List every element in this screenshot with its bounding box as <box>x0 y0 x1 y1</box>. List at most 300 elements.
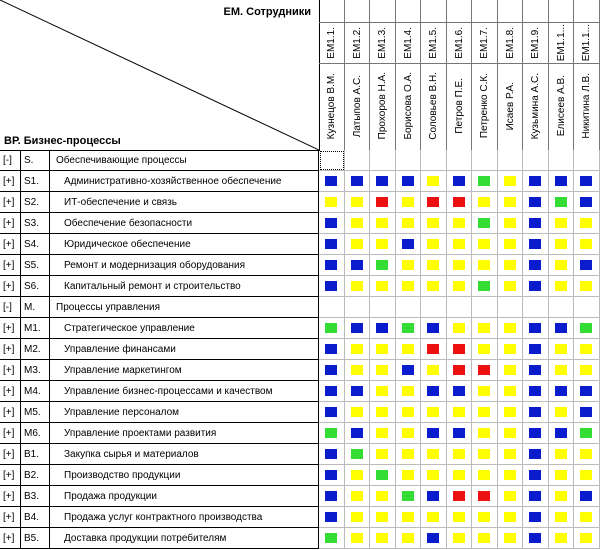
role-marker <box>504 176 516 186</box>
role-marker <box>427 365 439 375</box>
expand-toggle[interactable]: [+] <box>0 381 21 402</box>
process-row[interactable] <box>0 360 600 381</box>
employee-column-header[interactable] <box>319 0 345 150</box>
matrix-cell[interactable] <box>472 465 498 486</box>
matrix-cell[interactable] <box>421 255 447 276</box>
matrix-cell[interactable] <box>396 297 421 318</box>
matrix-cell[interactable] <box>345 255 370 276</box>
role-marker <box>453 344 465 354</box>
employee-column-header[interactable] <box>574 0 600 150</box>
expand-toggle[interactable]: [+] <box>0 444 21 465</box>
matrix-cell[interactable] <box>345 339 370 360</box>
matrix-cell[interactable] <box>472 213 498 234</box>
matrix-cell[interactable] <box>498 402 523 423</box>
matrix-cell[interactable] <box>574 192 600 213</box>
matrix-cell[interactable] <box>574 213 600 234</box>
matrix-cell[interactable] <box>319 507 345 528</box>
employee-column-header[interactable] <box>396 0 421 150</box>
expand-toggle[interactable]: [-] <box>0 150 21 171</box>
matrix-cell[interactable] <box>574 234 600 255</box>
matrix-cell[interactable] <box>319 423 345 444</box>
role-marker <box>325 533 337 543</box>
expand-toggle[interactable]: [+] <box>0 234 21 255</box>
matrix-cell[interactable] <box>523 465 549 486</box>
matrix-cell[interactable] <box>549 360 574 381</box>
matrix-cell[interactable] <box>421 465 447 486</box>
matrix-cell[interactable] <box>370 318 396 339</box>
expand-toggle[interactable]: [+] <box>0 276 21 297</box>
matrix-cell[interactable] <box>396 402 421 423</box>
matrix-cell[interactable] <box>472 507 498 528</box>
matrix-cell[interactable] <box>574 444 600 465</box>
matrix-cell[interactable] <box>396 381 421 402</box>
matrix-cell[interactable] <box>319 255 345 276</box>
matrix-cell[interactable] <box>472 360 498 381</box>
matrix-cell[interactable] <box>370 150 396 171</box>
matrix-cell[interactable] <box>319 192 345 213</box>
matrix-cell[interactable] <box>319 528 345 549</box>
matrix-cell[interactable] <box>421 213 447 234</box>
expand-toggle[interactable]: [+] <box>0 360 21 381</box>
matrix-cell[interactable] <box>549 255 574 276</box>
process-row[interactable] <box>0 528 600 549</box>
role-marker <box>529 449 541 459</box>
matrix-cell[interactable] <box>447 255 472 276</box>
matrix-cell[interactable] <box>574 507 600 528</box>
matrix-cell[interactable] <box>574 276 600 297</box>
matrix-cell[interactable] <box>447 465 472 486</box>
process-row[interactable] <box>0 486 600 507</box>
expand-toggle[interactable]: [+] <box>0 192 21 213</box>
expand-toggle[interactable]: [+] <box>0 339 21 360</box>
matrix-cell[interactable] <box>345 381 370 402</box>
matrix-cell[interactable] <box>498 381 523 402</box>
matrix-cell[interactable] <box>523 234 549 255</box>
matrix-cell[interactable] <box>574 150 600 171</box>
process-row[interactable] <box>0 171 600 192</box>
matrix-cell[interactable] <box>447 276 472 297</box>
matrix-cell[interactable] <box>319 402 345 423</box>
process-group-row[interactable] <box>0 297 600 318</box>
matrix-cell[interactable] <box>447 318 472 339</box>
matrix-cell[interactable] <box>523 339 549 360</box>
matrix-cell[interactable] <box>345 297 370 318</box>
matrix-cell[interactable] <box>370 171 396 192</box>
matrix-cell[interactable] <box>396 423 421 444</box>
matrix-cell[interactable] <box>523 255 549 276</box>
matrix-cell[interactable] <box>421 507 447 528</box>
matrix-cell[interactable] <box>345 360 370 381</box>
matrix-cell[interactable] <box>370 486 396 507</box>
matrix-cell[interactable] <box>574 360 600 381</box>
role-marker <box>478 491 490 501</box>
matrix-cell[interactable] <box>345 318 370 339</box>
process-row[interactable] <box>0 339 600 360</box>
matrix-cell[interactable] <box>498 150 523 171</box>
matrix-cell[interactable] <box>421 339 447 360</box>
matrix-cell[interactable] <box>396 171 421 192</box>
matrix-cell[interactable] <box>421 234 447 255</box>
matrix-cell[interactable] <box>549 402 574 423</box>
matrix-cell[interactable] <box>549 276 574 297</box>
role-marker <box>376 197 388 207</box>
matrix-cell[interactable] <box>549 486 574 507</box>
matrix-cell[interactable] <box>498 444 523 465</box>
matrix-cell[interactable] <box>447 381 472 402</box>
matrix-cell[interactable] <box>370 276 396 297</box>
matrix-cell[interactable] <box>370 192 396 213</box>
process-row[interactable] <box>0 507 600 528</box>
role-marker <box>351 449 363 459</box>
matrix-cell[interactable] <box>345 276 370 297</box>
matrix-cell[interactable] <box>498 171 523 192</box>
matrix-cell[interactable] <box>472 171 498 192</box>
matrix-cell[interactable] <box>472 402 498 423</box>
matrix-cell[interactable] <box>472 423 498 444</box>
expand-toggle[interactable]: [+] <box>0 423 21 444</box>
expand-toggle[interactable]: [+] <box>0 213 21 234</box>
matrix-cell[interactable] <box>574 318 600 339</box>
matrix-cell[interactable] <box>319 213 345 234</box>
matrix-cell[interactable] <box>523 402 549 423</box>
matrix-cell[interactable] <box>498 213 523 234</box>
matrix-cell[interactable] <box>396 234 421 255</box>
matrix-cell[interactable] <box>421 528 447 549</box>
assignment-cells <box>319 444 600 465</box>
matrix-cell[interactable] <box>523 423 549 444</box>
process-row[interactable] <box>0 423 600 444</box>
matrix-cell[interactable] <box>345 423 370 444</box>
role-marker <box>453 260 465 270</box>
expand-toggle[interactable]: [+] <box>0 465 21 486</box>
matrix-cell[interactable] <box>319 465 345 486</box>
role-marker <box>402 344 414 354</box>
process-group-row[interactable] <box>0 150 600 171</box>
process-name: Обеспечение безопасности <box>50 213 319 234</box>
process-row[interactable] <box>0 465 600 486</box>
role-marker <box>504 344 516 354</box>
matrix-cell[interactable] <box>421 318 447 339</box>
process-name: Продажа услуг контрактного производства <box>50 507 319 528</box>
matrix-cell[interactable] <box>447 423 472 444</box>
matrix-cell[interactable] <box>472 255 498 276</box>
matrix-cell[interactable] <box>319 381 345 402</box>
matrix-cell[interactable] <box>549 465 574 486</box>
matrix-cell[interactable] <box>319 171 345 192</box>
process-row[interactable] <box>0 318 600 339</box>
matrix-cell[interactable] <box>472 528 498 549</box>
matrix-cell[interactable] <box>523 528 549 549</box>
matrix-cell[interactable] <box>345 465 370 486</box>
role-marker <box>427 491 439 501</box>
matrix-cell[interactable] <box>396 486 421 507</box>
matrix-cell[interactable] <box>472 297 498 318</box>
matrix-cell[interactable] <box>396 318 421 339</box>
matrix-cell[interactable] <box>447 297 472 318</box>
matrix-cell[interactable] <box>421 402 447 423</box>
matrix-cell[interactable] <box>574 381 600 402</box>
matrix-cell[interactable] <box>396 444 421 465</box>
matrix-cell[interactable] <box>447 234 472 255</box>
matrix-cell[interactable] <box>447 444 472 465</box>
matrix-cell[interactable] <box>319 486 345 507</box>
matrix-cell[interactable] <box>498 528 523 549</box>
matrix-cell[interactable] <box>447 213 472 234</box>
matrix-cell[interactable] <box>574 402 600 423</box>
matrix-cell[interactable] <box>574 255 600 276</box>
employee-column-header[interactable] <box>421 0 447 150</box>
matrix-cell[interactable] <box>421 360 447 381</box>
process-row[interactable] <box>0 276 600 297</box>
employee-column-header[interactable] <box>549 0 574 150</box>
matrix-cell[interactable] <box>574 339 600 360</box>
role-marker <box>529 239 541 249</box>
matrix-cell[interactable] <box>345 444 370 465</box>
employee-column-header[interactable] <box>370 0 396 150</box>
process-code: M1. <box>21 318 50 339</box>
matrix-cell[interactable] <box>549 381 574 402</box>
matrix-cell[interactable] <box>574 528 600 549</box>
process-row[interactable] <box>0 192 600 213</box>
matrix-cell[interactable] <box>549 297 574 318</box>
matrix-cell[interactable] <box>396 360 421 381</box>
matrix-cell[interactable] <box>370 213 396 234</box>
role-marker <box>453 533 465 543</box>
matrix-cell[interactable] <box>396 192 421 213</box>
matrix-cell[interactable] <box>523 171 549 192</box>
matrix-cell[interactable] <box>396 150 421 171</box>
matrix-cell[interactable] <box>523 276 549 297</box>
matrix-cell[interactable] <box>549 318 574 339</box>
matrix-cell[interactable] <box>319 318 345 339</box>
matrix-cell[interactable] <box>498 297 523 318</box>
expand-toggle[interactable]: [+] <box>0 171 21 192</box>
matrix-cell[interactable] <box>345 507 370 528</box>
matrix-cell[interactable] <box>319 150 345 171</box>
matrix-cell[interactable] <box>472 339 498 360</box>
matrix-cell[interactable] <box>472 486 498 507</box>
matrix-cell[interactable] <box>523 360 549 381</box>
matrix-cell[interactable] <box>498 276 523 297</box>
role-marker <box>325 449 337 459</box>
matrix-cell[interactable] <box>523 297 549 318</box>
process-row[interactable] <box>0 402 600 423</box>
matrix-cell[interactable] <box>370 444 396 465</box>
matrix-cell[interactable] <box>421 444 447 465</box>
role-marker <box>478 323 490 333</box>
matrix-cell[interactable] <box>447 486 472 507</box>
role-marker <box>376 176 388 186</box>
matrix-cell[interactable] <box>396 339 421 360</box>
matrix-cell[interactable] <box>523 150 549 171</box>
matrix-cell[interactable] <box>523 444 549 465</box>
matrix-cell[interactable] <box>345 528 370 549</box>
employee-column-header[interactable] <box>523 0 549 150</box>
matrix-cell[interactable] <box>370 402 396 423</box>
process-row[interactable] <box>0 444 600 465</box>
matrix-cell[interactable] <box>370 360 396 381</box>
employee-column-header[interactable] <box>345 0 370 150</box>
expand-toggle[interactable]: [+] <box>0 402 21 423</box>
matrix-cell[interactable] <box>498 318 523 339</box>
matrix-cell[interactable] <box>498 255 523 276</box>
matrix-cell[interactable] <box>396 528 421 549</box>
expand-toggle[interactable]: [+] <box>0 507 21 528</box>
matrix-cell[interactable] <box>549 507 574 528</box>
matrix-cell[interactable] <box>549 423 574 444</box>
matrix-cell[interactable] <box>523 507 549 528</box>
matrix-cell[interactable] <box>421 171 447 192</box>
matrix-cell[interactable] <box>472 318 498 339</box>
matrix-cell[interactable] <box>549 150 574 171</box>
matrix-cell[interactable] <box>549 213 574 234</box>
employee-column-header[interactable] <box>447 0 472 150</box>
expand-toggle[interactable]: [+] <box>0 528 21 549</box>
employee-code: ЕМ1.6. <box>447 22 471 64</box>
matrix-cell[interactable] <box>447 402 472 423</box>
matrix-cell[interactable] <box>370 381 396 402</box>
assignment-cells <box>319 318 600 339</box>
role-marker <box>478 407 490 417</box>
employee-column-header[interactable] <box>498 0 523 150</box>
process-name: Капитальный ремонт и строительство <box>50 276 319 297</box>
matrix-cell[interactable] <box>345 192 370 213</box>
matrix-cell[interactable] <box>421 192 447 213</box>
matrix-cell[interactable] <box>396 213 421 234</box>
matrix-cell[interactable] <box>574 171 600 192</box>
process-code: B2. <box>21 465 50 486</box>
matrix-cell[interactable] <box>472 381 498 402</box>
matrix-cell[interactable] <box>447 192 472 213</box>
matrix-cell[interactable] <box>523 213 549 234</box>
matrix-cell[interactable] <box>447 507 472 528</box>
matrix-cell[interactable] <box>549 171 574 192</box>
matrix-cell[interactable] <box>447 339 472 360</box>
matrix-cell[interactable] <box>472 150 498 171</box>
matrix-cell[interactable] <box>498 486 523 507</box>
matrix-cell[interactable] <box>319 234 345 255</box>
process-row[interactable] <box>0 255 600 276</box>
matrix-cell[interactable] <box>345 402 370 423</box>
role-marker <box>555 176 567 186</box>
matrix-cell[interactable] <box>370 339 396 360</box>
matrix-cell[interactable] <box>574 486 600 507</box>
matrix-cell[interactable] <box>523 192 549 213</box>
matrix-cell[interactable] <box>319 360 345 381</box>
matrix-cell[interactable] <box>472 234 498 255</box>
matrix-cell[interactable] <box>498 465 523 486</box>
matrix-cell[interactable] <box>549 444 574 465</box>
matrix-cell[interactable] <box>549 234 574 255</box>
matrix-cell[interactable] <box>345 486 370 507</box>
matrix-cell[interactable] <box>319 297 345 318</box>
matrix-cell[interactable] <box>396 507 421 528</box>
matrix-cell[interactable] <box>370 234 396 255</box>
matrix-cell[interactable] <box>447 171 472 192</box>
matrix-cell[interactable] <box>319 444 345 465</box>
matrix-cell[interactable] <box>370 507 396 528</box>
expand-toggle[interactable]: [-] <box>0 297 21 318</box>
process-name: ИТ-обеспечение и связь <box>50 192 319 213</box>
matrix-cell[interactable] <box>421 486 447 507</box>
matrix-cell[interactable] <box>498 360 523 381</box>
matrix-cell[interactable] <box>396 465 421 486</box>
matrix-cell[interactable] <box>370 255 396 276</box>
matrix-cell[interactable] <box>523 381 549 402</box>
role-marker <box>529 260 541 270</box>
expand-toggle[interactable]: [+] <box>0 318 21 339</box>
matrix-cell[interactable] <box>370 297 396 318</box>
process-code: M4. <box>21 381 50 402</box>
matrix-cell[interactable] <box>472 276 498 297</box>
matrix-cell[interactable] <box>472 192 498 213</box>
matrix-cell[interactable] <box>498 423 523 444</box>
matrix-cell[interactable] <box>421 423 447 444</box>
matrix-cell[interactable] <box>421 150 447 171</box>
matrix-cell[interactable] <box>319 339 345 360</box>
matrix-cell[interactable] <box>370 528 396 549</box>
employee-code: ЕМ1.5. <box>421 22 446 64</box>
process-row[interactable] <box>0 213 600 234</box>
matrix-cell[interactable] <box>523 318 549 339</box>
matrix-cell[interactable] <box>345 213 370 234</box>
role-marker <box>529 533 541 543</box>
matrix-cell[interactable] <box>345 171 370 192</box>
matrix-cell[interactable] <box>447 150 472 171</box>
role-marker <box>478 428 490 438</box>
matrix-cell[interactable] <box>498 507 523 528</box>
matrix-cell[interactable] <box>421 276 447 297</box>
matrix-cell[interactable] <box>523 486 549 507</box>
matrix-cell[interactable] <box>396 255 421 276</box>
matrix-cell[interactable] <box>447 528 472 549</box>
matrix-cell[interactable] <box>549 339 574 360</box>
matrix-cell[interactable] <box>574 465 600 486</box>
matrix-cell[interactable] <box>319 276 345 297</box>
matrix-cell[interactable] <box>549 192 574 213</box>
matrix-cell[interactable] <box>574 297 600 318</box>
matrix-cell[interactable] <box>370 465 396 486</box>
matrix-cell[interactable] <box>345 234 370 255</box>
role-marker <box>580 176 592 186</box>
employee-name: Прохоров Н.А. <box>377 72 388 140</box>
role-marker <box>325 512 337 522</box>
role-marker <box>402 386 414 396</box>
matrix-cell[interactable] <box>421 297 447 318</box>
process-code: B3. <box>21 486 50 507</box>
employee-column-header[interactable] <box>472 0 498 150</box>
matrix-cell[interactable] <box>574 423 600 444</box>
matrix-cell[interactable] <box>498 234 523 255</box>
matrix-cell[interactable] <box>472 444 498 465</box>
expand-toggle[interactable]: [+] <box>0 255 21 276</box>
matrix-cell[interactable] <box>498 192 523 213</box>
process-row[interactable] <box>0 381 600 402</box>
matrix-cell[interactable] <box>549 528 574 549</box>
process-row[interactable] <box>0 234 600 255</box>
matrix-cell[interactable] <box>370 423 396 444</box>
matrix-cell[interactable] <box>396 276 421 297</box>
matrix-cell[interactable] <box>447 360 472 381</box>
role-marker <box>453 386 465 396</box>
expand-toggle[interactable]: [+] <box>0 486 21 507</box>
role-marker <box>580 386 592 396</box>
matrix-cell[interactable] <box>421 381 447 402</box>
matrix-cell[interactable] <box>345 150 370 171</box>
role-marker <box>453 323 465 333</box>
process-name: Процессы управления <box>50 297 319 318</box>
matrix-cell[interactable] <box>498 339 523 360</box>
